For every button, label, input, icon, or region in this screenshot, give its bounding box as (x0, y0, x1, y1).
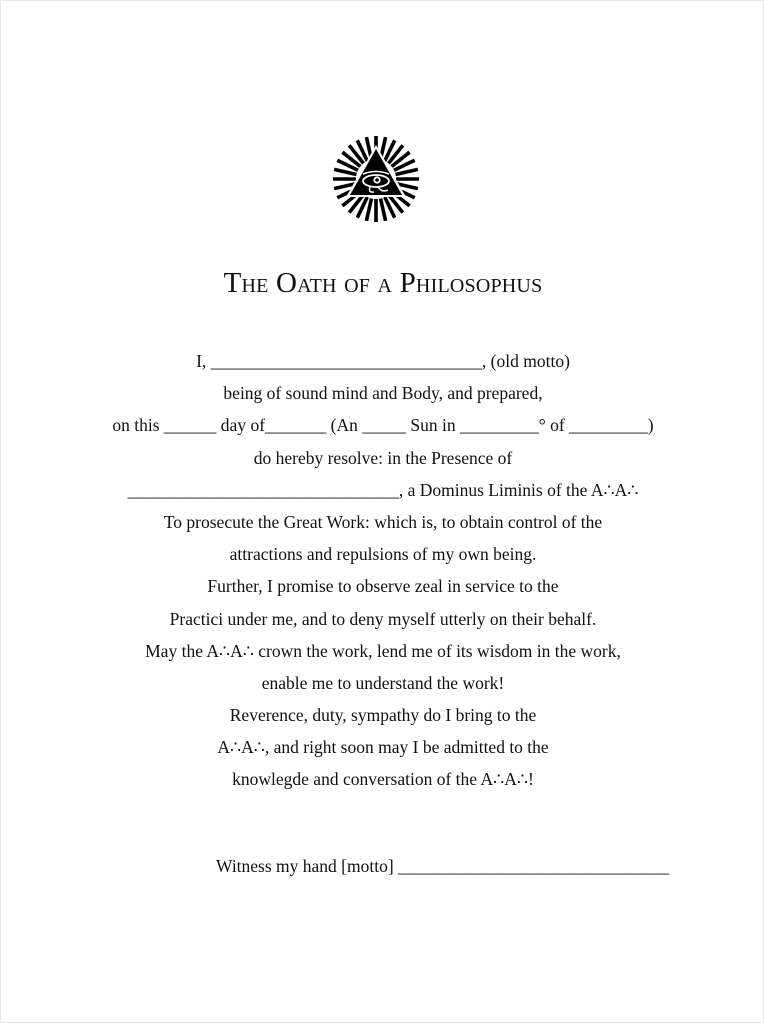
oath-line: Further, I promise to observe zeal in service to the (207, 576, 559, 597)
oath-line: Practici under me, and to deny myself utterly on their behalf. (169, 608, 597, 629)
oath-line: I, _______________________________, (old motto) (196, 351, 570, 371)
page-title: The Oath of a Philosophus (223, 267, 543, 299)
oath-line: To prosecute the Great Work: which is, to obtain control of the (163, 511, 603, 532)
oath-line: do hereby resolve: in the Presence of (253, 447, 513, 468)
oath-line: on this ______ day of_______ (An _____ Sun in _________° of _________) (112, 415, 654, 436)
oath-text (1, 345, 764, 796)
oath-line: May the A∴A∴ crown the work, lend me of its wisdom in the work, (145, 640, 621, 661)
oath-line: _______________________________, a Dominus Liminis of the A∴A∴ (127, 479, 639, 500)
witness-signature-line: Witness my hand [motto] _______________________________ (216, 856, 670, 876)
oath-line: being of sound mind and Body, and prepared, (223, 383, 543, 404)
oath-line: A∴A∴, and right soon may I be admitted to the (217, 737, 549, 758)
oath-line: enable me to understand the work! (261, 672, 505, 693)
oath-line: attractions and repulsions of my own being. (229, 544, 537, 565)
eye-of-horus-triangle-icon (331, 134, 421, 224)
oath-line: knowlegde and conversation of the A∴A∴! (232, 769, 534, 790)
oath-line: Reverence, duty, sympathy do I bring to the (229, 705, 537, 726)
